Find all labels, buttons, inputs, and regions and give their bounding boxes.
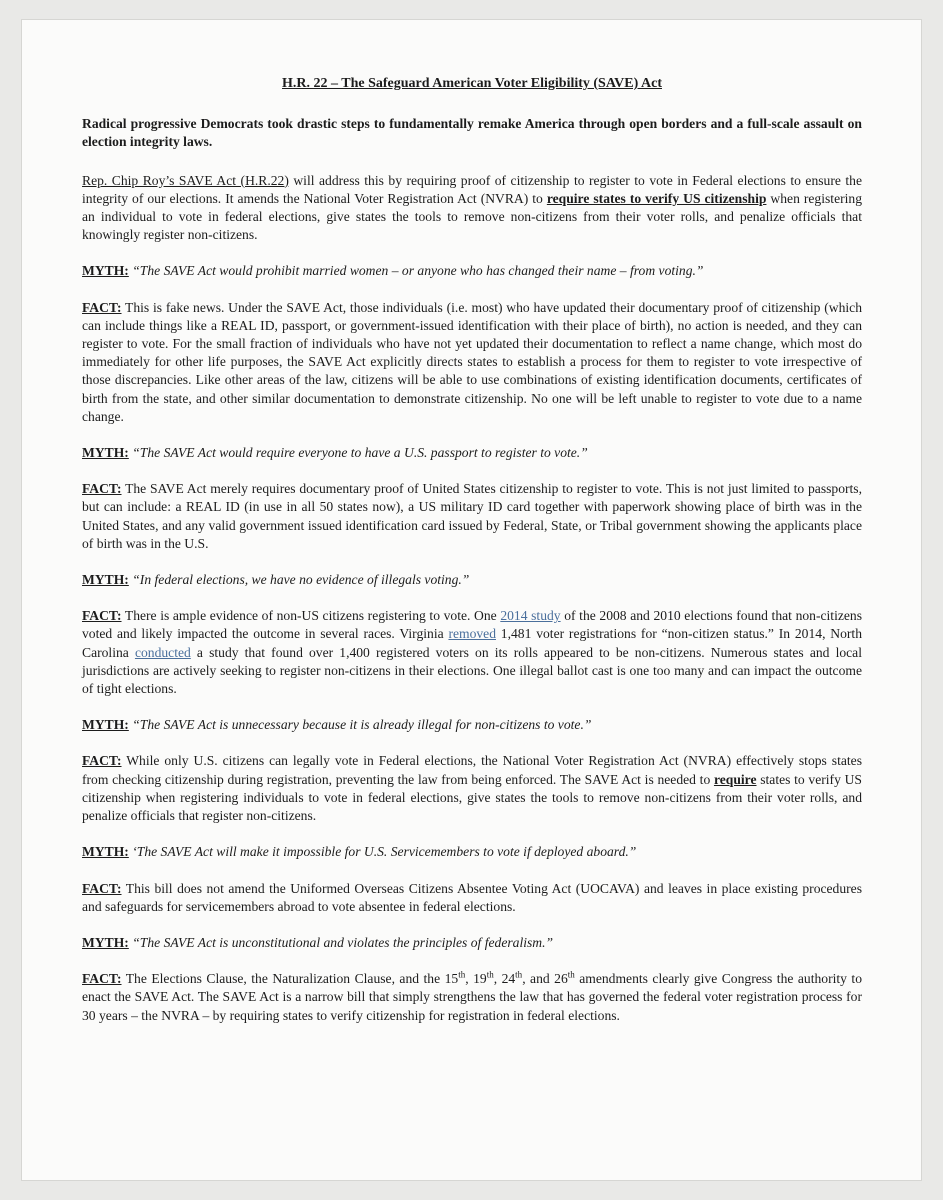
document-title: H.R. 22 – The Safeguard American Voter Eligibility (SAVE) Act (282, 76, 662, 91)
document-page (22, 20, 921, 1180)
myth-3 (82, 571, 862, 589)
myth-label: MYTH: (82, 717, 129, 733)
myth-1 (82, 262, 862, 280)
fact-label: FACT: (82, 481, 122, 497)
fact-label: FACT: (82, 608, 122, 624)
fact-4: FACT: While only U.S. citizens can legally vote in Federal elections, the National Voter Registration Act (NVRA) effectively stops states from checking citizenship during registration, preventing the law from being enforced. The SAVE Act is needed to require states to verify US citizenship when registering individuals to vote in federal elections, give states the tools to remove non-citizens from their voter rolls, and penalize officials that register non-citizens. (82, 753, 862, 824)
myth-text: “The SAVE Act is unnecessary because it is already illegal for non-citizens to vote.” (132, 717, 592, 733)
summary-paragraph: Rep. Chip Roy’s SAVE Act (H.R.22) will address this by requiring proof of citizenship to register to vote in Federal elections to ensure the integrity of our elections. It amends the National Voter Registration Act (NVRA) to require states to verify US citizenship when registering an individual to vote in federal elections, give states the tools to remove non-citizens from their voter rolls, and penalize officials that knowingly register non-citizens. (82, 172, 863, 243)
myth-label: MYTH: (82, 844, 129, 860)
fact-6: FACT: The Elections Clause, the Naturalization Clause, and the 15th, 19th, 24th, and 26th amendments clearly give Congress the authority to enact the SAVE Act. The SAVE Act is a narrow bill that simply strengthens the law that has governed the federal voter registration process for 30 years – the NVRA – by requiring states to verify citizenship for registration in federal elections. (82, 969, 863, 1023)
myth-text: “The SAVE Act would prohibit married women – or anyone who has changed their name – from voting.” (132, 263, 704, 279)
bill-link[interactable]: Rep. Chip Roy’s SAVE Act (H.R.22) (82, 172, 289, 188)
fact-label: FACT: (82, 299, 122, 315)
fact-label: FACT: (82, 753, 122, 769)
document-body (82, 75, 862, 1043)
virginia-removed-link[interactable]: removed (448, 626, 496, 642)
fact-label: FACT: (82, 880, 122, 896)
require-emphasis: require (713, 771, 757, 787)
myth-label: MYTH: (82, 572, 129, 588)
myth-6 (82, 934, 862, 952)
intro-paragraph: Radical progressive Democrats took drastic steps to fundamentally remake America through open borders and a full-scale assault on election integrity laws. (82, 116, 862, 150)
myth-4 (82, 716, 862, 734)
north-carolina-conducted-link[interactable]: conducted (134, 644, 191, 660)
myth-2 (82, 444, 862, 462)
myth-text: “In federal elections, we have no evidence of illegals voting.” (132, 572, 470, 588)
fact-3: FACT: There is ample evidence of non-US citizens registering to vote. One 2014 study of the 2008 and 2010 elections found that non-citizens voted and likely impacted the outcome in several races. Virginia removed 1,481 voter registrations for “non-citizen status.” In 2014, North Carolina conducted a study that found over 1,400 registered voters on its rolls appeared to be non-citizens. Numerous states and local jurisdictions are actively seeking to register non-citizens in their elections. One illegal ballot cast is one too many and can impact the outcome of tight elections. (82, 608, 863, 697)
fact-text: The SAVE Act merely requires documentary proof of United States citizenship to register to vote. This is not just limited to passports, but can include: a REAL ID (in use in all 50 states now), a US military ID card together with paperwork showing place of birth was in the United States, and any valid government issued identification card issued by Federal, State, or Tribal government showing the applicants place of birth was in the U.S. (82, 481, 862, 551)
myth-label: MYTH: (82, 934, 129, 950)
fact-text: This is fake news. Under the SAVE Act, those individuals (i.e. most) who have updated their documentary proof of citizenship (which can include things like a REAL ID, passport, or government-issued identification with their place of birth), no action is needed, and they can register to vote. For the small fraction of individuals who have not yet updated their documentation to reflect a name change, which most do immediately for other life purposes, the SAVE Act explicitly directs states to establish a process for them to register to vote irrespective of those discrepancies. Like other areas of the law, citizens will be able to use combinations of existing identification documents, certificates of birth from the state, and other similar documentation to demonstrate citizenship. No one will be left unable to register to vote due to a name change. (82, 299, 862, 424)
fact-5 (82, 880, 862, 916)
study-2014-link[interactable]: 2014 study (500, 608, 561, 624)
fact-text: This bill does not amend the Uniformed Overseas Citizens Absentee Voting Act (UOCAVA) and leaves in place existing procedures and safeguards for servicemembers abroad to vote absentee in federal elections. (82, 880, 862, 914)
myth-text: ‘The SAVE Act will make it impossible for U.S. Servicemembers to vote if deployed aboard.” (132, 844, 637, 860)
require-emphasis: require states to verify US citizenship (546, 190, 767, 206)
fact-label: FACT: (82, 971, 122, 987)
fact-2 (82, 480, 862, 553)
myth-label: MYTH: (82, 263, 129, 279)
myth-label: MYTH: (82, 445, 129, 461)
myth-5 (82, 843, 862, 861)
myth-text: “The SAVE Act would require everyone to have a U.S. passport to register to vote.” (132, 445, 588, 461)
myth-text: “The SAVE Act is unconstitutional and violates the principles of federalism.” (132, 934, 554, 950)
fact-1 (82, 299, 862, 426)
